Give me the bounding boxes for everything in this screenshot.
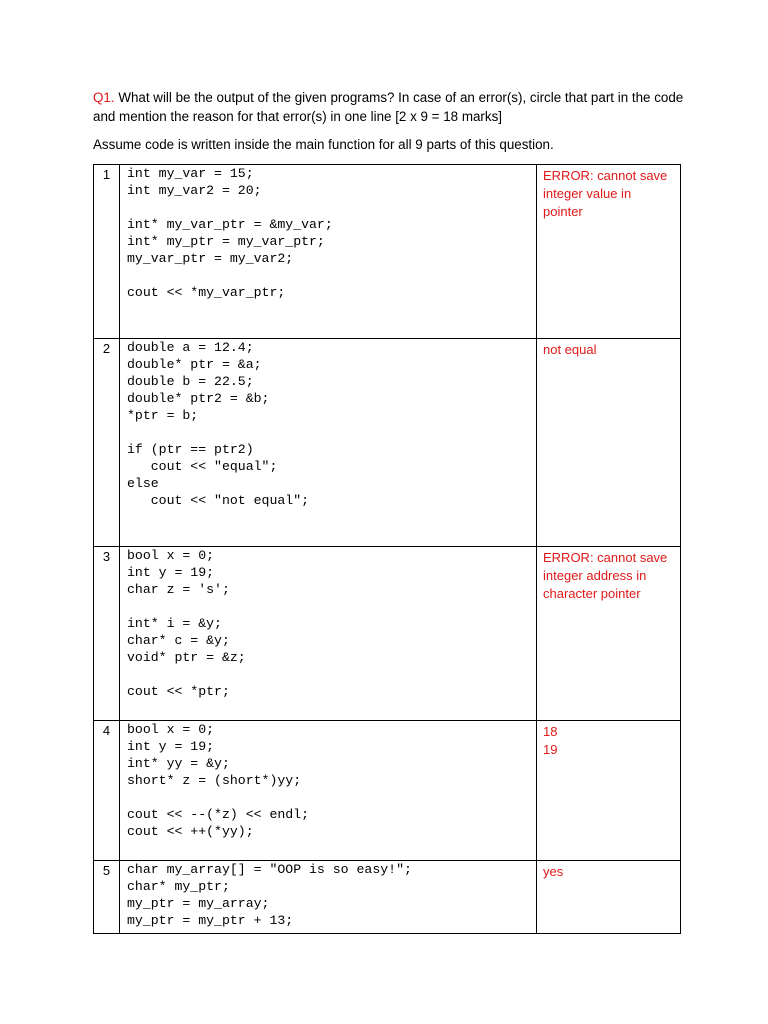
code-line: int y = 19; — [127, 739, 215, 754]
code-line: int y = 19; — [127, 565, 215, 580]
part-number: 4 — [94, 721, 120, 861]
code-line: char* my_ptr; — [127, 879, 230, 894]
code-line: double a = 12.4; — [127, 340, 254, 355]
answer-line: 19 — [543, 742, 558, 757]
code-line: *ptr = b; — [127, 408, 199, 423]
answer-line: 18 — [543, 724, 558, 739]
code-line: if (ptr == ptr2) — [127, 442, 254, 457]
code-line: double* ptr2 = &b; — [127, 391, 270, 406]
code-cell — [120, 721, 537, 861]
code-line: char my_array[] = "OOP is so easy!"; — [127, 862, 412, 877]
code-line: else — [127, 476, 159, 491]
code-line: cout << "not equal"; — [127, 493, 310, 508]
code-cell — [120, 547, 537, 721]
table-row — [94, 721, 681, 861]
code-line: my_var_ptr = my_var2; — [127, 251, 294, 266]
part-number: 1 — [94, 165, 120, 339]
code-line: short* z = (short*)yy; — [127, 773, 302, 788]
answer-cell — [537, 339, 681, 547]
code-line: int* i = &y; — [127, 616, 222, 631]
question-heading — [93, 88, 693, 126]
answer-line: ERROR: cannot save — [543, 550, 668, 565]
part-number: 3 — [94, 547, 120, 721]
code-line: int my_var2 = 20; — [127, 183, 262, 198]
code-line: bool x = 0; — [127, 722, 215, 737]
code-line — [127, 789, 536, 806]
code-line: char* c = &y; — [127, 633, 230, 648]
code-line: int* my_var_ptr = &my_var; — [127, 217, 333, 232]
question-table — [93, 164, 681, 934]
table-row — [94, 165, 681, 339]
code-line: cout << *my_var_ptr; — [127, 285, 286, 300]
answer-cell — [537, 165, 681, 339]
part-number: 2 — [94, 339, 120, 547]
code-line: my_ptr = my_array; — [127, 896, 270, 911]
code-line: int my_var = 15; — [127, 166, 254, 181]
code-line — [127, 199, 536, 216]
code-line: void* ptr = &z; — [127, 650, 246, 665]
table-row — [94, 861, 681, 934]
code-cell — [120, 861, 537, 934]
answer-cell — [537, 721, 681, 861]
answer-line: integer address in — [543, 568, 647, 583]
code-line: cout << --(*z) << endl; — [127, 807, 310, 822]
answer-line: pointer — [543, 204, 583, 219]
part-number: 5 — [94, 861, 120, 934]
answer-line: not equal — [543, 342, 597, 357]
code-line: cout << "equal"; — [127, 459, 278, 474]
code-line — [127, 666, 536, 683]
code-line: int* yy = &y; — [127, 756, 230, 771]
answer-line: character pointer — [543, 586, 641, 601]
code-line: bool x = 0; — [127, 548, 215, 563]
code-line: cout << ++(*yy); — [127, 824, 254, 839]
code-cell — [120, 339, 537, 547]
table-row — [94, 339, 681, 547]
code-line: my_ptr = my_ptr + 13; — [127, 913, 294, 928]
code-line: double* ptr = &a; — [127, 357, 262, 372]
answer-line: yes — [543, 864, 564, 879]
assumption-note: Assume code is written inside the main function for all 9 parts of this question. — [93, 137, 554, 152]
code-cell — [120, 165, 537, 339]
code-line — [127, 267, 536, 284]
code-line — [127, 424, 536, 441]
question-text: What will be the output of the given programs? In case of an error(s), circle that part in the code and mention the reason for that error(s) in one line [2 x 9 = 18 marks] — [93, 90, 684, 124]
answer-line: integer value in — [543, 186, 632, 201]
code-line: int* my_ptr = my_var_ptr; — [127, 234, 325, 249]
answer-cell — [537, 547, 681, 721]
code-line — [127, 598, 536, 615]
table-row — [94, 547, 681, 721]
code-line: cout << *ptr; — [127, 684, 230, 699]
question-number: Q1. — [93, 90, 115, 105]
code-line: double b = 22.5; — [127, 374, 254, 389]
answer-cell — [537, 861, 681, 934]
code-line: char z = 's'; — [127, 582, 230, 597]
answer-line: ERROR: cannot save — [543, 168, 668, 183]
